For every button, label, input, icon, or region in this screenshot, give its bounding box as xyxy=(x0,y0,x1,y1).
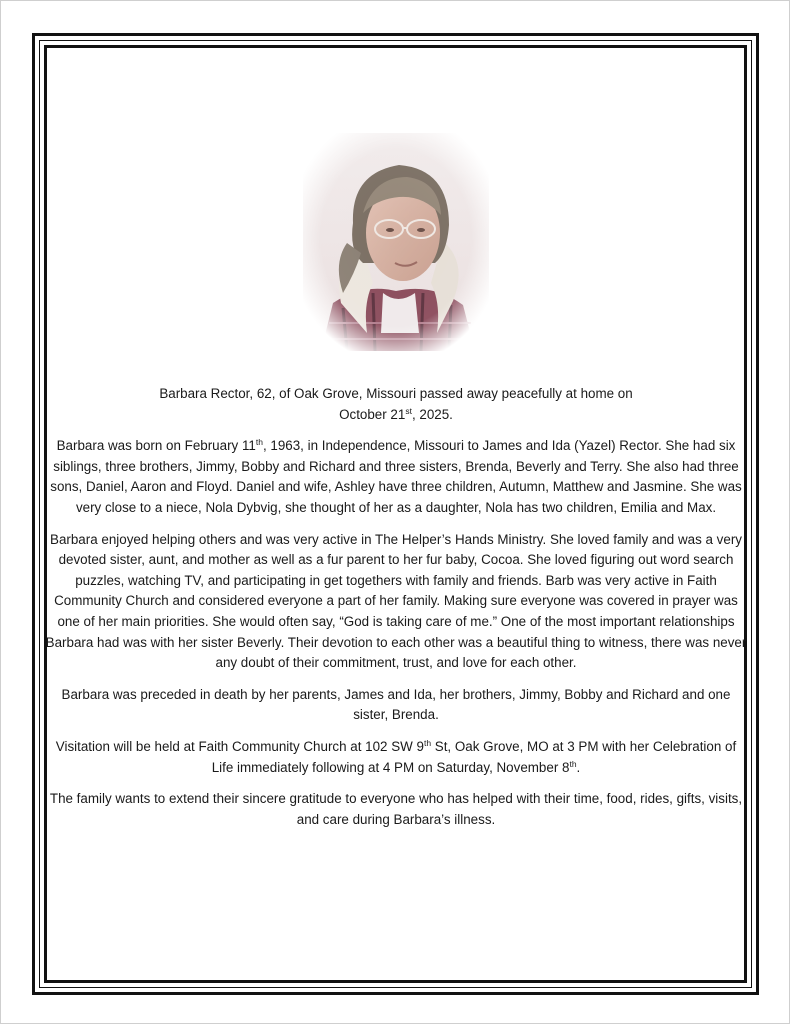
intro-line-1: Barbara Rector, 62, of Oak Grove, Missouri passed away peacefully at home on xyxy=(159,386,633,401)
intro-line-2-year: , 2025. xyxy=(411,406,453,422)
street-suffix: th xyxy=(423,737,432,748)
preceded-paragraph: Barbara was preceded in death by her parents, James and Ida, her brothers, Jimmy, Bobby and Richard and one sister, Brenda. xyxy=(61,686,731,723)
gratitude-paragraph: The family wants to extend their sincere gratitude to everyone who has helped with their time, food, rides, gifts, visits, and care during Barbara’s illness. xyxy=(49,791,743,827)
family-paragraph xyxy=(45,436,747,518)
birth-date-suffix: th xyxy=(255,437,263,448)
portrait-photo-icon xyxy=(303,133,489,351)
portrait-photo xyxy=(303,133,489,351)
intro-paragraph xyxy=(45,384,747,425)
family-text-start: Barbara was born on February 11 xyxy=(56,438,256,454)
service-date-suffix: th xyxy=(569,758,577,769)
life-paragraph: Barbara enjoyed helping others and was very active in The Helper’s Hands Ministry. She loved family and was a very devoted sister, aunt, and mother as well as a fur parent to her fur baby, Cocoa. She loved figuring out word search puzzles, watching TV, and participating in get togethers with family and friends. Barb was very active in Faith Community Church and considered everyone a part of her family. Making sure everyone was covered in prayer was one of her main priorities. She would often say, “God is taking care of me.” One of the most important relationships Barbara had was with her sister Beverly. Their devotion to each other was a beautiful thing to witness, there was never any doubt of their commitment, trust, and love for each other. xyxy=(45,531,747,671)
visitation-text-mid: St, Oak Grove, MO at 3 PM with her Celebration of Life immediately following at 4 PM on Saturday, November 8 xyxy=(211,738,737,775)
visitation-paragraph xyxy=(45,737,747,778)
obituary-content xyxy=(45,45,747,945)
visitation-text-start: Visitation will be held at Faith Community Church at 102 SW 9 xyxy=(55,738,424,754)
family-text-rest: , 1963, in Independence, Missouri to James and Ida (Yazel) Rector. She had six siblings, three brothers, Jimmy, Bobby and Richard and three sisters, Brenda, Beverly and Terry. She also had three sons, Daniel, Aaron and Floyd. Daniel and wife, Ashley have three children, Autumn, Matthew and Jasmine. She was very close to a niece, Nola Dybvig, she thought of her as a daughter, Nola has two children, Emilia and Max. xyxy=(50,438,742,515)
date-suffix: st xyxy=(405,405,412,416)
obituary-text xyxy=(45,384,747,841)
intro-line-2-date: October 21 xyxy=(339,406,406,422)
visitation-text-end: . xyxy=(576,759,581,775)
